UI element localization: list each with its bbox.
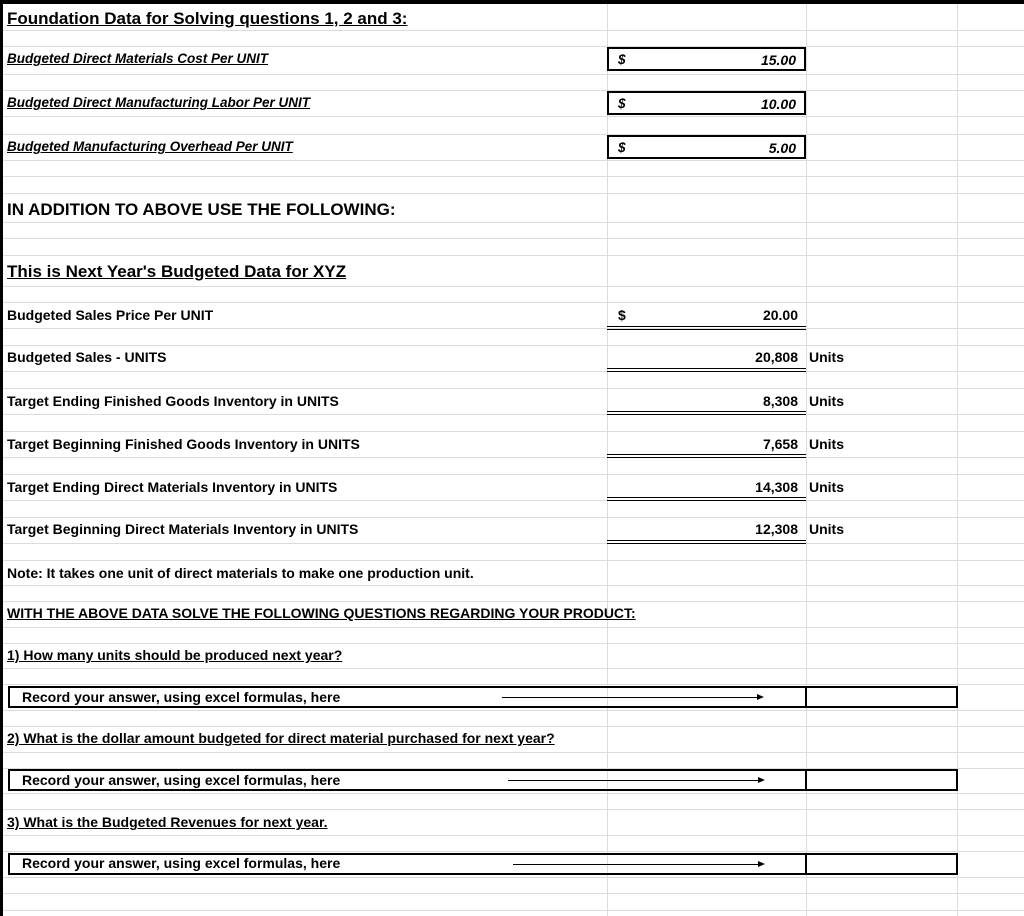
units-label: Units (809, 349, 844, 365)
budgeted-sales-units-value: 20,808 (755, 349, 798, 365)
question-1: 1) How many units should be produced next year? (7, 647, 343, 663)
question-3: 3) What is the Budgeted Revenues for next year. (7, 814, 328, 830)
units-label: Units (809, 393, 844, 409)
grid-row-line (0, 893, 1024, 894)
grid-row-line (0, 160, 1024, 161)
double-underline (607, 540, 806, 544)
beginning-dm-inventory-label: Target Beginning Direct Materials Inventory in UNITS (7, 521, 359, 537)
arrow-right-icon (508, 780, 763, 781)
currency-symbol: $ (618, 140, 626, 155)
units-label: Units (809, 436, 844, 452)
answer-prompt-3: Record your answer, using excel formulas, here (22, 855, 341, 871)
double-underline (607, 368, 806, 372)
double-underline (607, 454, 806, 458)
grid-row-line (0, 46, 1024, 47)
direct-materials-value: 15.00 (760, 52, 796, 68)
grid-row-line (0, 457, 1024, 458)
page-title: Foundation Data for Solving questions 1, 2 and 3: (7, 9, 408, 28)
grid-row-line (0, 877, 1024, 878)
beginning-dm-inventory-value: 12,308 (755, 521, 798, 537)
sales-price-value: 20.00 (762, 307, 798, 323)
grid-row-line (0, 643, 1024, 644)
grid-row-line (0, 30, 1024, 31)
sheet-top-border (0, 0, 1024, 4)
overhead-value: 5.00 (768, 140, 796, 156)
grid-row-line (0, 809, 1024, 810)
beginning-fg-inventory-value: 7,658 (762, 436, 798, 452)
direct-labor-value: 10.00 (760, 96, 796, 112)
grid-row-line (0, 302, 1024, 303)
grid-row-line (0, 627, 1024, 628)
currency-symbol: $ (618, 307, 626, 323)
grid-row-line (0, 388, 1024, 389)
grid-row-line (0, 726, 1024, 727)
grid-row-line (0, 668, 1024, 669)
grid-row-line (0, 601, 1024, 602)
grid-row-line (0, 345, 1024, 346)
direct-labor-label: Budgeted Direct Manufacturing Labor Per UNIT (7, 95, 311, 110)
budgeted-sales-units-label: Budgeted Sales - UNITS (7, 349, 167, 365)
grid-row-line (0, 431, 1024, 432)
grid-row-line (0, 176, 1024, 177)
currency-symbol: $ (618, 96, 626, 111)
currency-symbol: $ (618, 52, 626, 67)
grid-row-line (0, 238, 1024, 239)
grid-row-line (0, 910, 1024, 911)
units-label: Units (809, 521, 844, 537)
grid-row-line (0, 585, 1024, 586)
grid-row-line (0, 500, 1024, 501)
addition-heading: IN ADDITION TO ABOVE USE THE FOLLOWING: (7, 200, 396, 219)
note-text: Note: It takes one unit of direct materials to make one production unit. (7, 565, 474, 581)
grid-row-line (0, 328, 1024, 329)
grid-row-line (0, 371, 1024, 372)
grid-row-line (0, 684, 1024, 685)
double-underline (607, 326, 806, 330)
units-label: Units (809, 479, 844, 495)
arrow-right-icon (513, 864, 763, 865)
ending-dm-inventory-label: Target Ending Direct Materials Inventory in UNITS (7, 479, 338, 495)
grid-row-line (0, 752, 1024, 753)
grid-row-line (0, 793, 1024, 794)
grid-row-line (0, 90, 1024, 91)
grid-row-line (0, 560, 1024, 561)
sheet-left-border (0, 0, 3, 916)
ending-fg-inventory-value: 8,308 (762, 393, 798, 409)
budget-heading: This is Next Year's Budgeted Data for XYZ (7, 262, 347, 281)
grid-row-line (0, 116, 1024, 117)
answer-input-2[interactable] (806, 771, 954, 789)
grid-row-line (0, 851, 1024, 852)
grid-row-line (0, 835, 1024, 836)
ending-fg-inventory-label: Target Ending Finished Goods Inventory in UNITS (7, 393, 339, 409)
answer-prompt-1: Record your answer, using excel formulas, here (22, 689, 341, 705)
grid-row-line (0, 193, 1024, 194)
double-underline (607, 411, 806, 415)
direct-materials-label: Budgeted Direct Materials Cost Per UNIT (7, 51, 269, 66)
grid-row-line (0, 474, 1024, 475)
grid-row-line (0, 255, 1024, 256)
grid-row-line (0, 414, 1024, 415)
overhead-label: Budgeted Manufacturing Overhead Per UNIT (7, 139, 293, 154)
answer-input-3[interactable] (806, 855, 954, 873)
grid-row-line (0, 543, 1024, 544)
grid-row-line (0, 710, 1024, 711)
grid-row-line (0, 286, 1024, 287)
question-2: 2) What is the dollar amount budgeted for direct material purchased for next year? (7, 730, 555, 746)
answer-prompt-2: Record your answer, using excel formulas, here (22, 772, 341, 788)
arrow-right-icon (502, 697, 762, 698)
instructions-heading: WITH THE ABOVE DATA SOLVE THE FOLLOWING QUESTIONS REGARDING YOUR PRODUCT: (7, 605, 636, 621)
grid-row-line (0, 74, 1024, 75)
grid-row-line (0, 222, 1024, 223)
grid-row-line (0, 517, 1024, 518)
ending-dm-inventory-value: 14,308 (755, 479, 798, 495)
answer-input-1[interactable] (806, 688, 954, 706)
double-underline (607, 497, 806, 501)
beginning-fg-inventory-label: Target Beginning Finished Goods Inventory in UNITS (7, 436, 360, 452)
sales-price-label: Budgeted Sales Price Per UNIT (7, 307, 214, 323)
grid-row-line (0, 134, 1024, 135)
